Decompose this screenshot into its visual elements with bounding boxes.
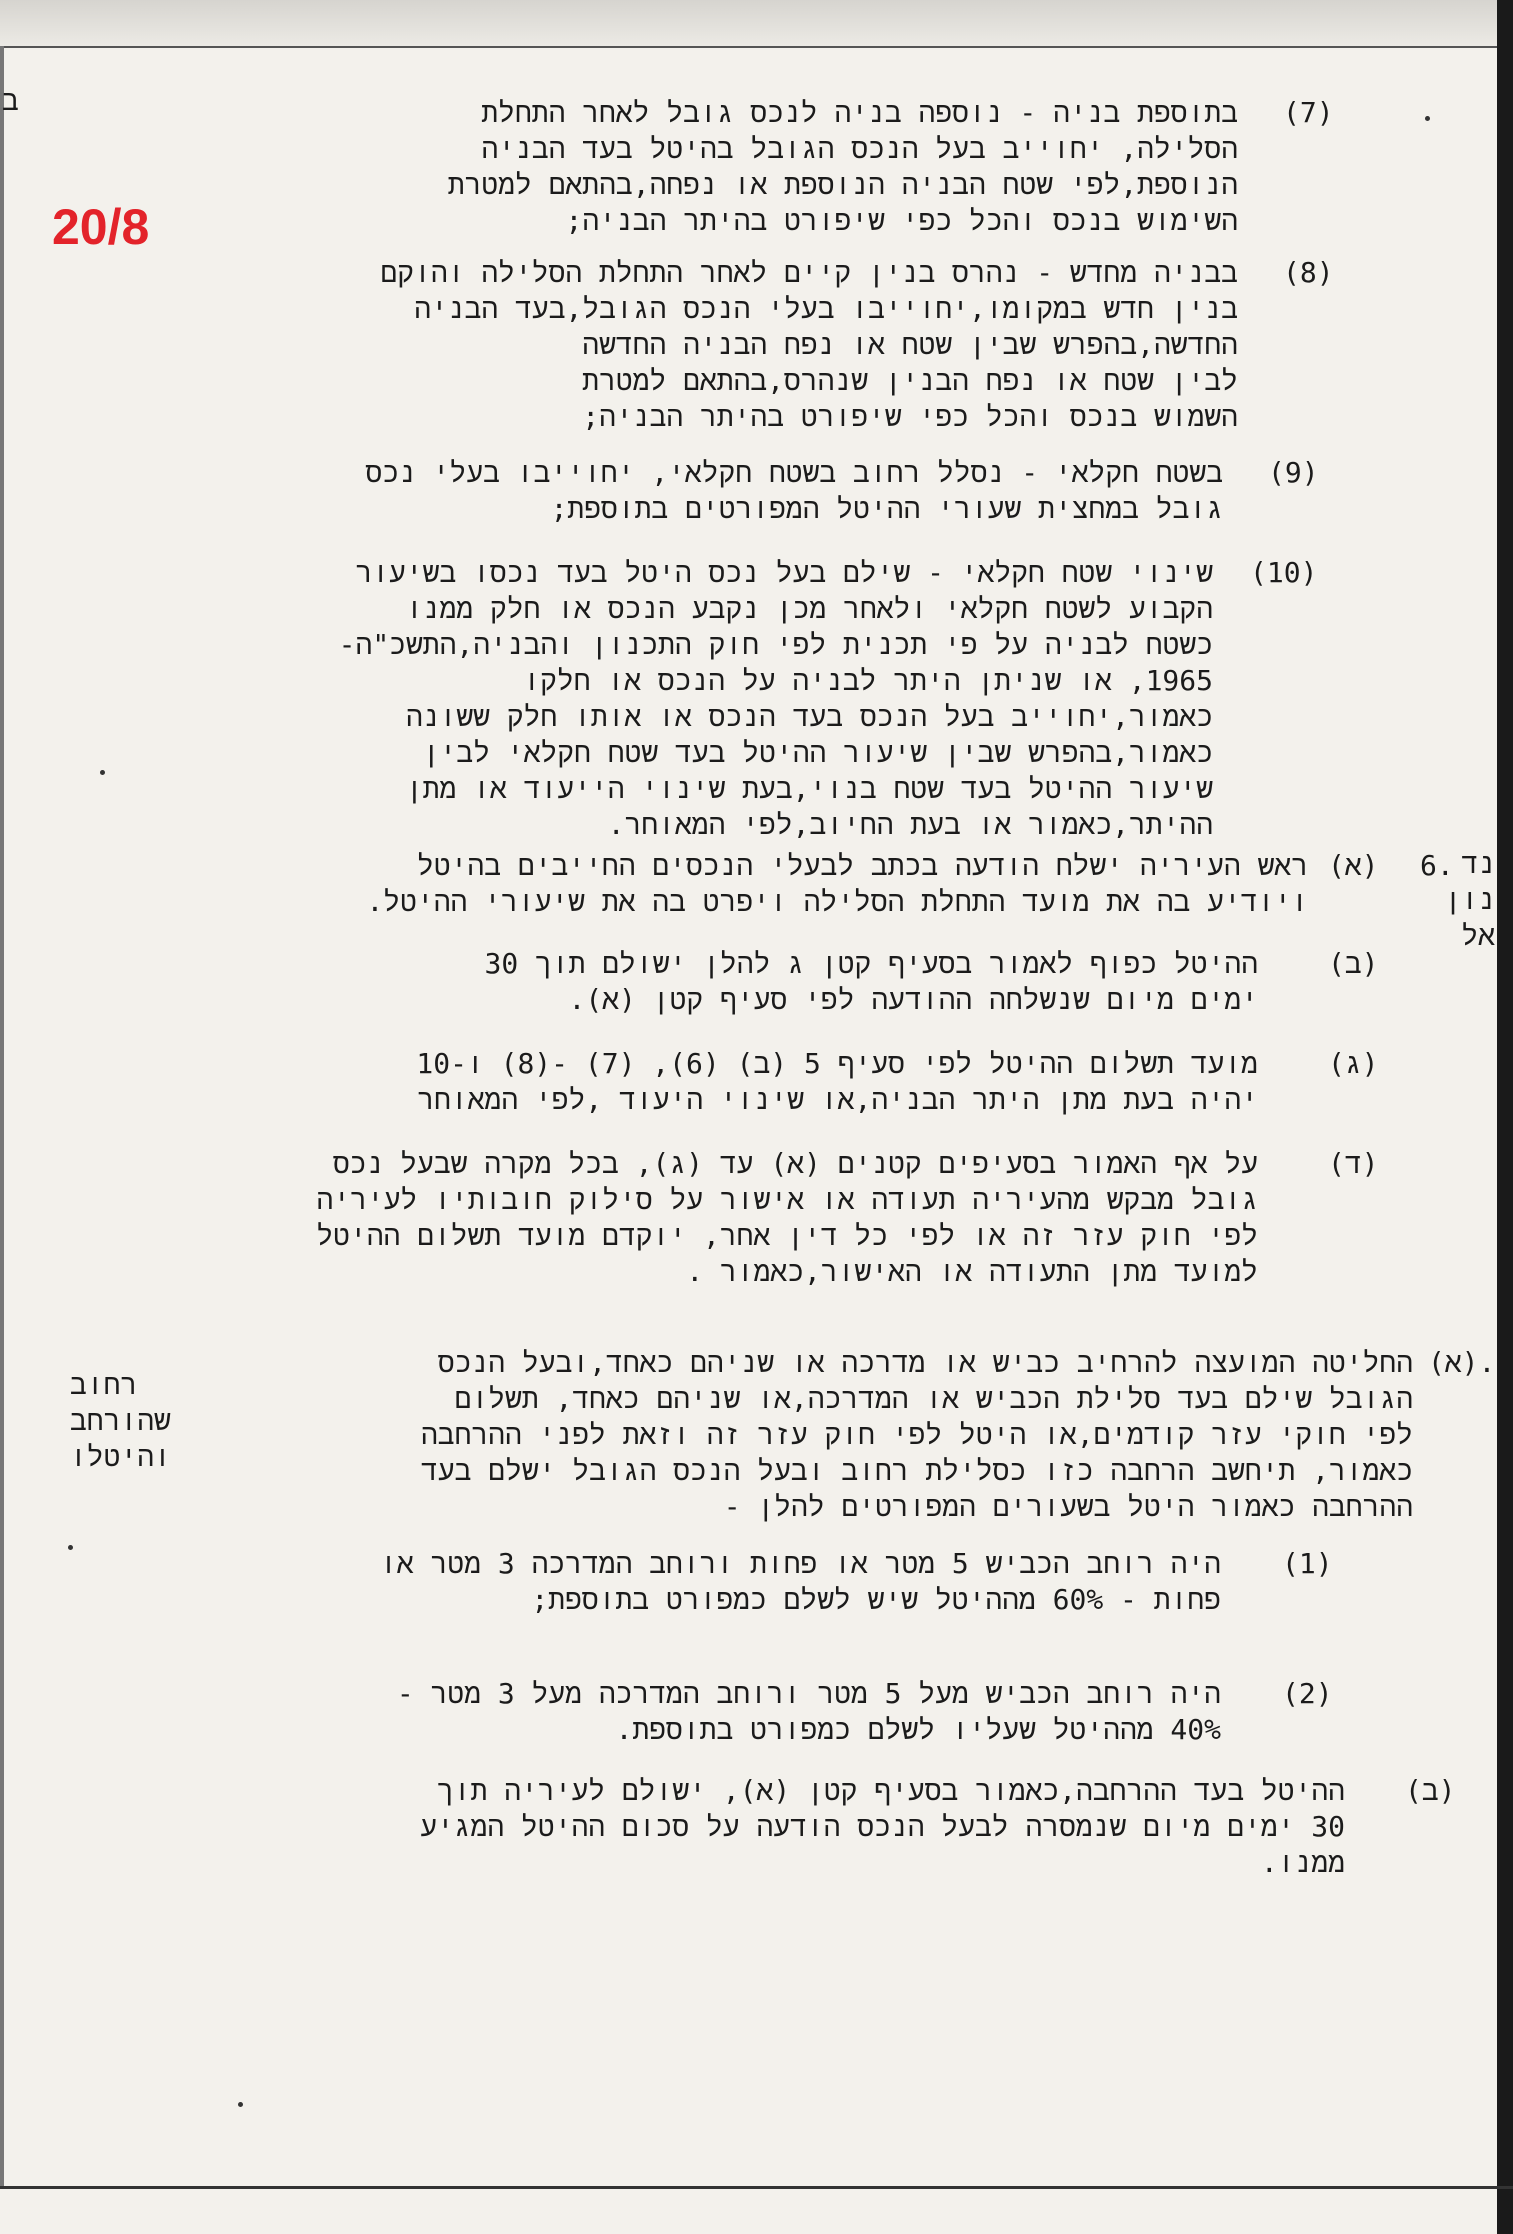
section-6a — [366, 848, 1308, 920]
section-6b — [484, 946, 1258, 1018]
text-line: החליטה המועצה להרחיב כביש או מדרכה או שניהם כאחד,ובעל הנכס — [437, 1346, 1413, 1379]
text-line: גובל מבקש מהעיריה תעודה או אישור על סילוק חובותיו לעיריה — [316, 1183, 1258, 1216]
text-line: ימים מיום שנשלחה ההודעה לפי סעיף קטן (א). — [568, 983, 1258, 1016]
item-number: (1) — [1282, 1547, 1333, 1580]
scan-speck — [238, 2102, 243, 2107]
section-7b — [420, 1773, 1345, 1881]
text-line: היה רוחב הכביש מעל 5 מטר ורוחב המדרכה מעל 3 מטר - — [396, 1677, 1221, 1710]
scan-speck — [100, 770, 105, 775]
text-line: ויודיע בה את מועד התחלת הסלילה ויפרט בה את שיעורי ההיטל. — [366, 885, 1308, 918]
text-line: למועד מתן התעודה או האישור,כאמור . — [686, 1255, 1258, 1288]
item-8 — [381, 255, 1239, 435]
text-line: בנין חדש במקומו,יחוייבו בעלי הנכס הגובל,בעד הבניה — [414, 292, 1238, 325]
text-line: ראש העיריה ישלח הודעה בכתב לבעלי הנכסים החייבים בהיטל — [417, 849, 1308, 882]
text-line: שינוי שטח חקלאי - שילם בעל נכס היטל בעד נכסו בשיעור — [355, 556, 1213, 589]
margin-line: רחוב — [70, 1368, 138, 1401]
section-7-sub-1 — [380, 1546, 1221, 1618]
text-line: בשטח חקלאי - נסלל רחוב בשטח חקלאי, יחוייבו בעלי נכס — [365, 456, 1223, 489]
subsection-label: (ד) — [1328, 1147, 1379, 1180]
section-7a — [421, 1345, 1413, 1525]
text-line: השימוש בנכס והכל כפי שיפורט בהיתר הבניה; — [565, 204, 1238, 237]
side-fragment-line: אל — [1461, 919, 1495, 952]
side-fragment-line: נון — [1444, 883, 1495, 916]
item-9 — [365, 455, 1223, 527]
subsection-label: (א). — [1428, 1346, 1496, 1379]
item-number: (10) — [1250, 556, 1318, 589]
item-7 — [448, 95, 1238, 239]
text-line: בבניה מחדש - נהרס בנין קיים לאחר התחלת הסלילה והוקם — [380, 256, 1238, 289]
text-line: הגובל שילם בעד סלילת הכביש או המדרכה,או שניהם כאחד, תשלום — [454, 1382, 1413, 1415]
scan-top-strip — [0, 0, 1513, 48]
text-line: 30 ימים מיום שנמסרה לבעל הנכס הודעה על סכום ההיטל המגיע — [420, 1810, 1345, 1843]
text-line: ההיתר,כאמור או בעת החיוב,לפי המאוחר. — [607, 808, 1213, 841]
text-line: שיעור ההיטל בעד שטח בנוי,בעת שינוי הייעוד או מתן — [405, 772, 1213, 805]
margin-line: והיטלו — [70, 1440, 171, 1473]
subsection-label: (ב) — [1405, 1774, 1456, 1807]
scan-left-edge — [0, 46, 4, 2186]
text-line: ממנו. — [1260, 1846, 1345, 1879]
page-stamp: 20/8 — [52, 199, 150, 255]
text-line: לפי חוק עזר זה או לפי כל דין אחר, יוקדם מועד תשלום ההיטל — [316, 1219, 1258, 1252]
text-line: השמוש בנכס והכל כפי שיפורט בהיתר הבניה; — [582, 400, 1238, 433]
text-line: גובל במחצית שעורי ההיטל המפורטים בתוספת; — [550, 492, 1223, 525]
margin-line: שהורחב — [70, 1404, 171, 1437]
text-line: כאמור,בהפרש שבין שיעור ההיטל בעד שטח חקלאי לבין — [422, 736, 1213, 769]
text-line: כאמור, תיחשב הרחבה כזו כסלילת רחוב ובעל הנכס הגובל ישלם בעד — [421, 1454, 1413, 1487]
item-10 — [339, 555, 1213, 843]
section-7-sub-2 — [397, 1676, 1221, 1748]
section-6d — [316, 1146, 1258, 1290]
text-line: ההיטל בעד ההרחבה,כאמור בסעיף קטן (א), ישולם לעיריה תוך — [436, 1774, 1345, 1807]
text-line: לפי חוקי עזר קודמים,או היטל לפי חוק עזר זה וזאת לפני ההרחבה — [420, 1418, 1413, 1451]
subsection-label: (א) — [1328, 849, 1379, 882]
corner-mark: ב — [2, 84, 19, 117]
text-line: 40% מההיטל שעליו לשלם כמפורט בתוספת. — [615, 1713, 1221, 1746]
subsection-label: (ב) — [1328, 947, 1379, 980]
text-line: בתוספת בניה - נוספה בניה לנכס גובל לאחר התחלת — [481, 96, 1238, 129]
section-7-margin — [70, 1367, 171, 1475]
item-number: (2) — [1282, 1677, 1333, 1710]
scan-speck — [68, 1545, 73, 1550]
text-line: כשטח לבניה על פי תכנית לפי חוק התכנון והבניה,התשכ"ה- — [338, 628, 1213, 661]
item-number: (9) — [1268, 456, 1319, 489]
text-line: על אף האמור בסעיפים קטנים (א) עד (ג), בכל מקרה שבעל נכס — [332, 1147, 1258, 1180]
text-line: לבין שטח או נפח הבנין שנהרס,בהתאם למטרת — [582, 364, 1238, 397]
section-6c — [416, 1046, 1258, 1118]
subsection-label: (ג) — [1328, 1047, 1379, 1080]
text-line: ההיטל כפוף לאמור בסעיף קטן ג להלן ישולם תוך 30 — [484, 947, 1258, 980]
scan-speck — [1425, 116, 1430, 121]
text-line: הנוספת,לפי שטח הבניה הנוספת או נפחה,בהתאם למטרת — [447, 168, 1238, 201]
text-line: ההרחבה כאמור היטל בשעורים המפורטים להלן - — [723, 1490, 1413, 1523]
side-fragment-line: נד — [1461, 847, 1495, 880]
text-line: הסלילה, יחוייב בעל הנכס הגובל בהיטל בעד הבניה — [481, 132, 1238, 165]
text-line: יהיה בעת מתן היתר הבניה,או שינוי היעוד ,לפי המאוחר — [417, 1083, 1258, 1116]
text-line: מועד תשלום ההיטל לפי סעיף 5 (ב) (6), (7) -(8) ו-10 — [416, 1047, 1258, 1080]
text-line: 1965, או שניתן היתר לבניה על הנכס או חלקו — [523, 664, 1213, 697]
section-number: 6. — [1420, 849, 1454, 882]
text-line: פחות - 60% מההיטל שיש לשלם כמפורט בתוספת; — [531, 1583, 1221, 1616]
scan-right-edge — [1497, 0, 1513, 2234]
item-number: (7) — [1283, 96, 1334, 129]
scan-bottom-line — [0, 2186, 1513, 2189]
text-line: כאמור,יחוייב בעל הנכס בעד הנכס או אותו חלק ששונה — [405, 700, 1213, 733]
text-line: החדשה,בהפרש שבין שטח או נפח הבניה החדשה — [582, 328, 1238, 361]
item-number: (8) — [1283, 256, 1334, 289]
text-line: הקבוע לשטח חקלאי ולאחר מכן נקבע הנכס או חלק ממנו — [405, 592, 1213, 625]
text-line: היה רוחב הכביש 5 מטר או פחות ורוחב המדרכה 3 מטר או — [380, 1547, 1221, 1580]
